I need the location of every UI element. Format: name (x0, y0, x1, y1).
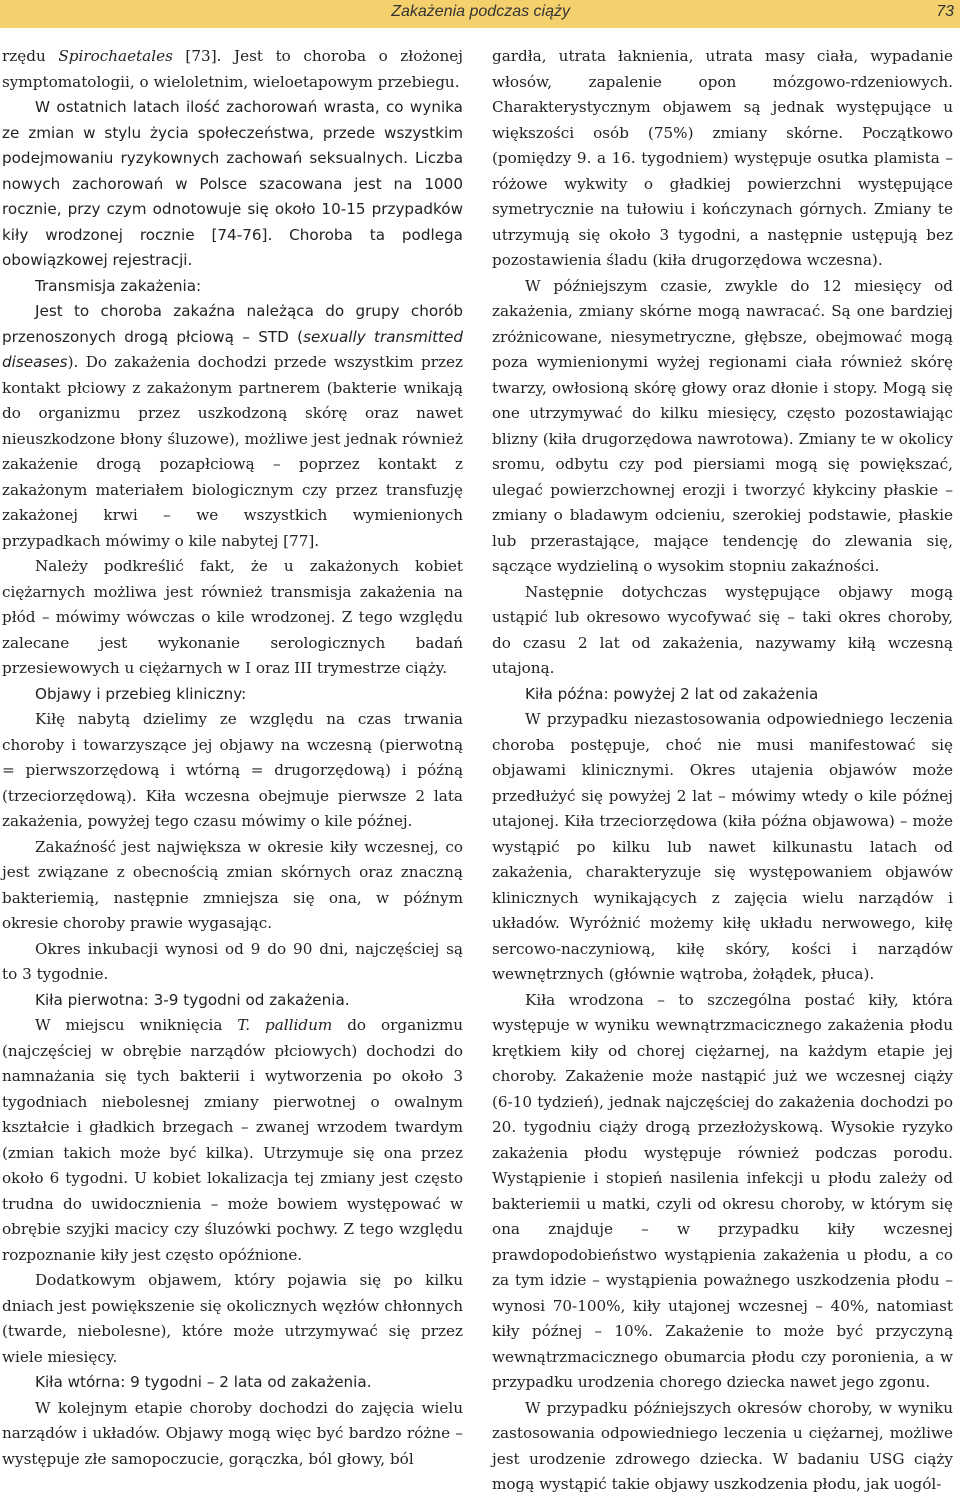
page-number: 73 (936, 3, 954, 20)
paragraph: W późniejszym czasie, zwykle do 12 miesięcy od zakażenia, zmiany skórne mogą nawracać. Są one bardziej zróżnicowane, niesymetryczne, głębsze, obejmować mogą poza wymienionymi wyżej regionami ciała również skórę twarzy, owłosioną skórę głowy oraz dłonie i stopy. Mogą się one utrzymywać do kilku miesięcy, często pozostawiając blizny (kiła drugorzędowa nawrotowa). Zmiany te w okolicy sromu, odbytu czy pod piersiami mogą się powiększać, ulegać powierzchownej erozji i tworzyć kłykciny płaskie – zmiany o bladawym odcieniu, szerokiej podstawie, płaskie lub przerastające, mające tendencję do zlewania się, sączące wydzieliną o wysokim stopniu zakaźności. (492, 276, 954, 575)
paragraph: Okres inkubacji wynosi od 9 do 90 dni, najczęściej są to 3 tygodnie. (2, 939, 463, 983)
section-heading: Kiła późna: powyżej 2 lat od zakażenia (525, 684, 819, 703)
paragraph: W przypadku niezastosowania odpowiedniego leczenia choroba postępuje, choć nie musi manifestować się objawami klinicznymi. Okres utajenia objawów może przedłużyć się powyżej 2 lat – mówimy wtedy o kile późnej utajonej. Kiła trzeciorzędowa (kiła późna objawowa) – może wystąpić po kilku lub nawet kilkunastu latach od zakażenia, charakteryzuje się występowaniem objawów klinicznych wynikających z zajęcia wielu narządów i układów. Wyróżnić możemy kiłę układu nerwowego, kiłę sercowo-naczyniową, kiłę skóry, kości i narządów wewnętrznych (głównie wątroba, żołądek, płuca). (492, 710, 954, 983)
page-header (0, 0, 960, 28)
paragraph: W miejscu wniknięcia T. pallidum do organizmu (najczęściej w obrębie narządów płciowych) dochodzi do namnażania się tych bakterii i wytworzenia po około 3 tygodniach niebolesnej zmiany pierwotnej o owalnym kształcie i gładkich brzegach – zwanej wrzodem twardym (zmian takich może być kilka). Utrzymuje się ona przez około 6 tygodni. U kobiet lokalizacja tej zmiany jest często trudna do uwidocznienia – może bowiem występować w obrębie szyjki macicy czy śluzówki pochwy. Z tego względu rozpoznanie kiły jest często opóźnione. (2, 1016, 463, 1264)
paragraph: Kiłę nabytą dzielimy ze względu na czas trwania choroby i towarzyszące jej objawy na wczesną (pierwotną = pierwszorzędową i wtórną = drugorzędową) i późną (trzeciorzędową). Kiła wczesna obejmuje pierwsze 2 lata zakażenia, powyżej tego czasu mówimy o kile późnej. (2, 710, 463, 830)
paragraph: rzędu Spirochaetales [73]. Jest to choroba o złożonej symptomatologii, o wieloletnim, wieloetapowym przebiegu. (2, 47, 463, 91)
section-heading: Objawy i przebieg kliniczny: (35, 684, 247, 703)
paragraph: Kiła pierwotna: 3-9 tygodni od zakażenia. (35, 990, 350, 1009)
paragraph: W przypadku późniejszych okresów choroby, w wyniku zastosowania odpowiedniego leczenia u ciężarnej, możliwe jest urodzenie zdrowego dziecka. W badaniu USG ciąży mogą wystąpić takie objawy uszkodzenia płodu, jak uogól- (492, 1398, 953, 1493)
paragraph: W kolejnym etapie choroby dochodzi do zajęcia wielu narządów i układów. Objawy mogą więc być bardzo różne – występuje złe samopoczucie, gorączka, ból głowy, ból (2, 1398, 463, 1468)
running-title: Zakażenia podczas ciąży (391, 3, 570, 20)
paragraph: Kiła wrodzona – to szczególna postać kiły, która występuje w wyniku wewnątrzmacicznego zakażenia płodu krętkiem kiły od chorej ciężarnej, na każdym etapie jej choroby. Zakażenie może nastąpić już we wczesnej ciąży (6-10 tydzień), jednak najczęściej do zakażenia dochodzi po 20. tygodniu ciąży drogą przezłożyskową. Wysokie ryzyko zakażenia płodu występuje również podczas porodu. Wystąpienie i stopień nasilenia infekcji u płodu zależy od bakteriemii u matki, czyli od okresu choroby, w którym się ona znajduje – w przypadku kiły wczesnej prawdopodobieństwo wystąpienia zakażenia u płodu, a co za tym idzie – wystąpienia poważnego uszkodzenia płodu – wynosi 70-100%, kiły utajonej wczesnej – 40%, natomiast kiły późnej – 10%. Zakażenie to może być przyczyną wewnątrzmacicznego obumarcia płodu czy poronienia, a w przypadku urodzenia chorego dziecka nawet jego zgonu. (492, 990, 953, 1391)
paragraph: Jest to choroba zakaźna należąca do grupy chorób przenoszonych drogą płciową – STD (sexually transmitted diseases). Do zakażenia dochodzi przede wszystkim przez kontakt płciowy z zakażonym partnerem (bakterie wnikają do organizmu przez uszkodzoną skórę oraz nawet nieuszkodzone błony śluzowe), możliwe jest jednak również zakażenie drogą pozapłciową – poprzez kontakt z zakażonym materiałem biologicznym czy przez transfuzję zakażonej krwi – we wszystkich wymienionych przypadkach mówimy o kile nabytej [77]. (2, 302, 463, 550)
paragraph: gardła, utrata łaknienia, utrata masy ciała, wypadanie włosów, zapalenie opon mózgowo-rdzeniowych. Charakterystycznym objawem są jednak występujące u większości osób (75%) zmiany skórne. Początkowo (pomiędzy 9. a 16. tygodniem) występuje osutka plamista – różowe wykwity o gładkiej powierzchni występujące symetrycznie na tułowiu i kończynach górnych. Zmiany te utrzymują się około 3 tygodni, a następnie ustępują bez pozostawienia śladu (kiła drugorzędowa wczesna). (492, 47, 953, 269)
paragraph: W ostatnich latach ilość zachorowań wrasta, co wynika ze zmian w stylu życia społeczeństwa, przede wszystkim podejmowaniu ryzykownych zachowań seksualnych. Liczba nowych zachorowań w Polsce szacowana jest na 1000 rocznie, przy czym odnotowuje się około 10-15 przypadków kiły wrodzonej rocznie [74-76]. Choroba ta podlega obowiązkowej rejestracji. (2, 98, 463, 269)
section-heading: Transmisja zakażenia: (35, 276, 202, 295)
paragraph: Następnie dotychczas występujące objawy mogą ustąpić lub okresowo wycofywać się – taki okres choroby, do czasu 2 lat od zakażenia, nazywamy kiłą wczesną utajoną. (492, 582, 953, 677)
paragraph: Kiła wtórna: 9 tygodni – 2 lata od zakażenia. (35, 1373, 372, 1391)
paragraph: Należy podkreślić fakt, że u zakażonych kobiet ciężarnych możliwa jest również transmisja zakażenia na płód – mówimy wówczas o kile wrodzonej. Z tego względu zalecane jest wykonanie serologicznych badań przesiewowych u ciężarnych w I oraz III trymestrze ciąży. (2, 557, 463, 677)
paragraph: Dodatkowym objawem, który pojawia się po kilku dniach jest powiększenie się okolicznych węzłów chłonnych (twarde, niebolesne), które może utrzymywać się przez wiele miesięcy. (2, 1271, 463, 1366)
paragraph: Zakaźność jest największa w okresie kiły wczesnej, co jest związane z obecnością zmian skórnych oraz znaczną bakteriemią, następnie zmniejsza się ona, w późnym okresie choroby prawie wygasając. (2, 837, 463, 932)
left-column (2, 44, 463, 1472)
right-column (492, 44, 953, 1498)
